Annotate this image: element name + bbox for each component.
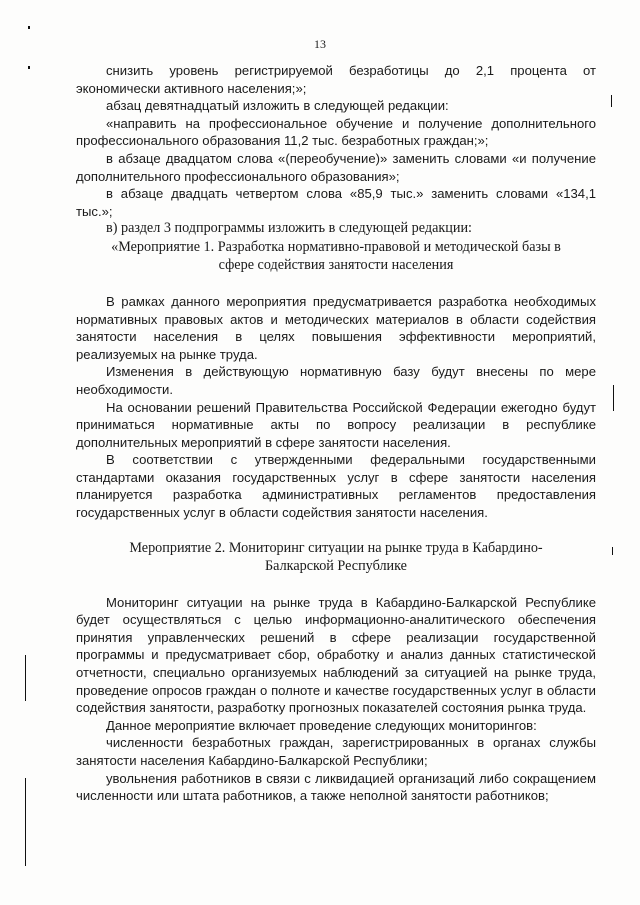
scan-mark xyxy=(611,95,612,107)
scan-mark xyxy=(25,778,26,866)
paragraph: снизить уровень регистрируемой безработицы до 2,1 процента от экономически активного населения;»; xyxy=(76,63,596,96)
scan-mark xyxy=(613,385,614,411)
paragraph: Мониторинг ситуации на рынке труда в Кабардино-Балкарской Республике будет осуществляться с целью информационно-аналитического обеспечения принятия управленческих решений в сфере реализации государственной программы и предусматривает сбор, обработку и анализ данных статистической отчетности, специально организуемых наблюдений за ситуацией на рынке труда, проведение опросов граждан о полноте и качестве государственных услуг в области содействия занятости, разработку прогнозных показателей состояния рынка труда. xyxy=(76,594,596,716)
spacer xyxy=(76,575,596,594)
paragraph: «направить на профессиональное обучение и получение дополнительного профессионального образования 11,2 тыс. безработных граждан;»; xyxy=(76,115,596,149)
paragraph: абзац девятнадцатый изложить в следующей редакции: xyxy=(106,98,449,114)
spacer xyxy=(76,522,596,539)
scan-mark xyxy=(28,26,30,29)
paragraph: Данное мероприятие включает проведение следующих мониторингов: xyxy=(106,717,537,733)
document-body xyxy=(76,62,596,805)
paragraph: В соответствии с утвержденными федеральными государственными стандартами оказания государственных услуг в сфере занятости населения планируется разработка административных регламентов предоставления государственных услуг в области содействия занятости населения. xyxy=(76,452,596,521)
section-heading: Мероприятие 2. Мониторинг ситуации на рынке труда в Кабардино-Балкарской Республике xyxy=(129,539,543,574)
section-heading: «Мероприятие 1. Разработка нормативно-правовой и методической базы в сфере содействия занятости населения xyxy=(111,238,561,273)
scan-mark xyxy=(25,655,26,701)
paragraph: На основании решений Правительства Российской Федерации ежегодно будут приниматься нормативные акты по вопросу реализации в республике дополнительных мероприятий в сфере занятости населения. xyxy=(76,399,596,450)
page-number: 13 xyxy=(314,37,326,51)
paragraph: В рамках данного мероприятия предусматривается разработка необходимых нормативных правовых актов и методических материалов в области содействия занятости населения в целях повышения эффективности мероприятий, реализуемых на рынке труда. xyxy=(76,293,596,362)
spacer xyxy=(76,274,596,293)
paragraph: в абзаце двадцатом слова «(переобучение)» заменить словами «и получение дополнительного профессионального образования»; xyxy=(76,150,596,184)
paragraph: численности безработных граждан, зарегистрированных в органах службы занятости населения Кабардино-Балкарской Республики; xyxy=(76,735,596,768)
paragraph: в) раздел 3 подпрограммы изложить в следующей редакции: xyxy=(106,220,472,237)
paragraph: в абзаце двадцать четвертом слова «85,9 тыс.» заменить словами «134,1 тыс.»; xyxy=(76,186,596,219)
paragraph: увольнения работников в связи с ликвидацией организаций либо сокращением численности или штата работников, а также неполной занятости работников; xyxy=(76,770,596,804)
scan-mark xyxy=(612,547,613,555)
paragraph: Изменения в действующую нормативную базу будут внесены по мере необходимости. xyxy=(76,364,596,397)
scan-mark xyxy=(28,66,30,69)
